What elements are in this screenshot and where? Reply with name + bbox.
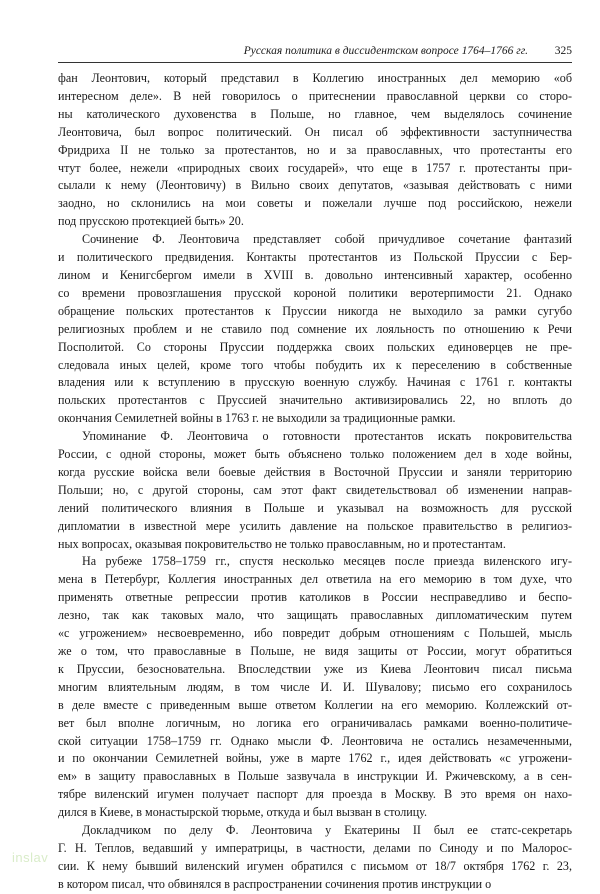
text-line: лином и Кенигсбергом имели в XVIII в. довольно интенсивный характер, особенно (58, 267, 572, 282)
text-line: «с угрожением» несвоевременно, ибо повредит добрым отношениям с Польшей, мысль (58, 626, 572, 641)
text-line: Фридриха II не только за протестантов, но и за православных, что протестанты его (58, 142, 572, 157)
paragraph (58, 231, 572, 428)
text-line: фан Леонтович, который представил в Коллегию иностранных дел меморию «об (58, 71, 572, 85)
text-line: мена в Петербург, Коллегия иностранных дел ответила на его меморию в том духе, что (58, 572, 572, 587)
text-line: Докладчиком по делу Ф. Леонтовича у Екатерины II был ее статс-секретарь (82, 823, 572, 838)
text-line: На рубеже 1758–1759 гг., спустя несколько месяцев после приезда виленского игу- (82, 554, 572, 569)
text-line: Леонтовича, был вопрос политический. Он писал об эффективности заступничества (58, 124, 572, 139)
paragraph (58, 428, 572, 553)
paragraph (58, 822, 572, 894)
text-line: Посполитой. Со стороны Пруссии поддержка своих польских единоверцев не пре- (58, 339, 572, 354)
text-line: тябре виленский игумен получает паспорт для проезда в Москву. В это время он нахо- (58, 787, 572, 802)
text-line: ской ситуации 1758–1759 гг. Однако мысли Ф. Леонтовича не остались незамеченными, (58, 733, 572, 748)
text-line: и по окончании Семилетней войны, уже в марте 1762 г., идея действовать «с угрожени- (58, 751, 572, 766)
text-line: в котором писал, что обвинялся в распространении сочинения против инструкции о (58, 876, 492, 891)
text-line: дипломатии в известной мере усилить давление на польское правительство в религиоз- (58, 518, 572, 533)
text-line: в деле вместе с приведенным выше ответом Коллегии на его меморию. Коллежский от- (58, 697, 572, 712)
text-line: со времени провозглашения прусской короной политики веротерпимости 21. Однако (58, 285, 572, 300)
text-line: обращение польских протестантов к Пруссии никогда не выходило за рамки сугубо (58, 303, 572, 318)
text-line: Сочинение Ф. Леонтовича представляет собой причудливое сочетание фантазий (82, 232, 572, 247)
text-line: интересном деле». В ней говорилось о притеснении православной церкви со сторо- (58, 88, 572, 103)
text-line: Г. Н. Теплов, ведавший у императрицы, в частности, делами по Синоду и по Малорос- (58, 840, 572, 855)
text-line: к Пруссии, безосновательна. Впоследствии уже из Киева Леонтович писал письма (58, 661, 572, 676)
text-line: заодно, но склонились на мои советы и пожелали лучше под российскою, нежели (58, 196, 572, 211)
text-line: окончания Семилетней войны в 1763 г. не выходили за традиционные рамки. (58, 411, 456, 426)
text-line: Упоминание Ф. Леонтовича о готовности протестантов искать покровительства (82, 429, 572, 444)
text-line: Польши; но, с другой стороны, сам этот факт свидетельствовал об изменении направ- (58, 482, 572, 497)
text-line: и политического предвидения. Контакты протестантов из Польской Пруссии с Бер- (58, 250, 572, 265)
text-line: ем» в защиту православных в Польше зазвучала в инструкции И. Ржичевскому, а в сен- (58, 769, 572, 784)
watermark: inslav (12, 850, 49, 865)
text-line: России, с одной стороны, может быть объяснено только положением дел в ходе войны, (58, 447, 572, 462)
text-line: польских протестантов с Пруссией значительно активизировались 22, но вплоть до (58, 393, 572, 408)
text-line: религиозных проблем и не ставило под сомнение их лояльность по отношению к Речи (58, 321, 572, 336)
running-header (58, 44, 572, 63)
paragraph (58, 70, 572, 231)
text-line: многим влиятельным людям, в том числе И. И. Шувалову; письмо его сохранилось (58, 679, 572, 694)
text-line: лезно, так как таковых мало, что защищать православных дипломатическим путем (58, 608, 572, 623)
text-line: следовала иных целей, кроме того чтобы побудить их к переселению в собственные (58, 357, 572, 372)
text-line: чтут более, нежели «природных своих государей», что еще в 1757 г. протестанты при- (58, 160, 572, 175)
text-line: же о том, что православные в Польше, не видя защиты от России, могут обратиться (58, 644, 572, 658)
text-line: под прусскою протекцией быть» 20. (58, 214, 244, 229)
text-line: владения или к вступлению в прусскую военную службу. Начиная с 1761 г. контакты (58, 375, 572, 390)
text-line: сылали к нему (Леонтовичу) в Вильно своих депутатов, «зазывая действовать с ними (58, 178, 572, 193)
text-line: вет был вполне логичным, но логика его ограничивалась рамками военно-политиче- (58, 715, 572, 730)
text-line: когда русские войска вели боевые действия в Восточной Пруссии и заняли территорию (58, 464, 572, 479)
text-line: дился в Киеве, в монастырской тюрьме, откуда и был вызван в столицу. (58, 805, 428, 820)
text-line: ны католического духовенства в Польше, но главное, чем выделялось сочинение (58, 106, 572, 121)
text-line: применять ответные репрессии против католиков в России несправедливо и беспо- (58, 590, 572, 605)
text-line: сии. К нему бывший виленский игумен обратился с письмом от 18/7 октября 1762 г. 23, (58, 858, 572, 873)
page-number: 325 (554, 45, 572, 57)
text-line: ных вопросах, оказывая покровительство не только православным, но и протестантам. (58, 536, 506, 551)
paragraph (58, 553, 572, 822)
running-title: Русская политика в диссидентском вопросе 1764–1766 гг. (243, 45, 528, 57)
text-line: лений политического влияния в Польше и указывал на возможность для русской (58, 500, 572, 515)
body-text (58, 70, 572, 894)
